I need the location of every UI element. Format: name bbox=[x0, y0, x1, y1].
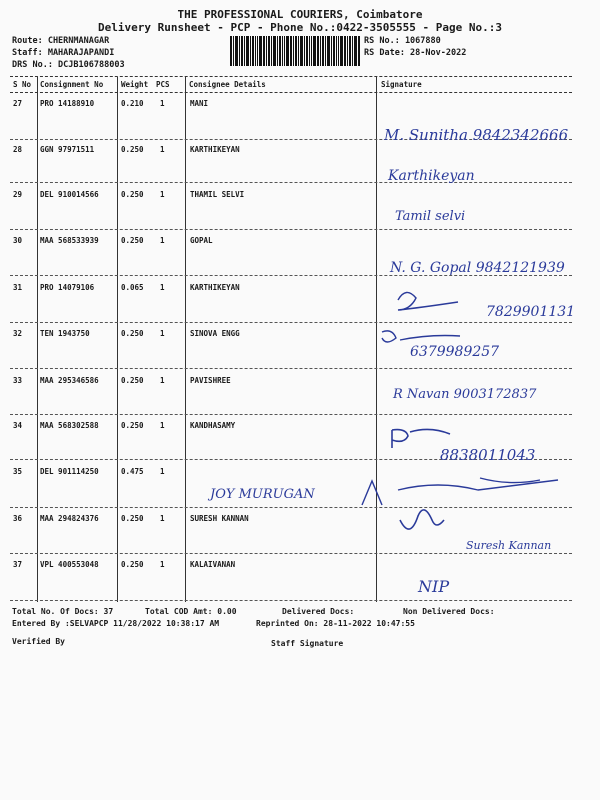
signature-scribble bbox=[362, 478, 558, 505]
signature-30: N. G. Gopal 9842121939 bbox=[390, 260, 565, 276]
row-consignee: GOPAL bbox=[190, 236, 213, 245]
row-weight: 0.250 bbox=[121, 236, 144, 245]
row-consignee: KALAIVANAN bbox=[190, 560, 236, 569]
row-consignment: PRO 14188910 bbox=[40, 99, 95, 108]
column-divider bbox=[185, 77, 186, 602]
footer-non-delivered: Non Delivered Docs: bbox=[403, 607, 495, 616]
company-title: THE PROFESSIONAL COURIERS, Coimbatore bbox=[177, 8, 423, 21]
signature-33: R Navan 9003172837 bbox=[393, 387, 537, 402]
row-weight: 0.250 bbox=[121, 145, 144, 154]
signature-28: Karthikeyan bbox=[388, 168, 475, 184]
row-pcs: 1 bbox=[160, 236, 165, 245]
row-sno: 34 bbox=[13, 421, 23, 430]
header-bottom-rule bbox=[10, 92, 572, 93]
header-top-rule bbox=[10, 76, 572, 77]
row-consignment: DEL 910014566 bbox=[40, 190, 99, 199]
row-weight: 0.250 bbox=[121, 329, 144, 338]
row-pcs: 1 bbox=[160, 421, 165, 430]
col-head-signature: Signature bbox=[381, 80, 422, 89]
row-sno: 28 bbox=[13, 145, 23, 154]
row-pcs: 1 bbox=[160, 145, 165, 154]
row-pcs: 1 bbox=[160, 190, 165, 199]
row-consignee: KANDHASAMY bbox=[190, 421, 236, 430]
signature-37: NIP bbox=[418, 577, 450, 596]
row-sno: 35 bbox=[13, 467, 23, 476]
row-pcs: 1 bbox=[160, 560, 165, 569]
signature-36: Suresh Kannan bbox=[466, 539, 552, 552]
row-pcs: 1 bbox=[160, 376, 165, 385]
signature-27: M. Sunitha 9842342666 bbox=[384, 126, 569, 144]
row-separator bbox=[10, 414, 572, 415]
row-consignment: PRO 14079106 bbox=[40, 283, 95, 292]
signature-29: Tamil selvi bbox=[395, 209, 466, 224]
row-pcs: 1 bbox=[160, 99, 165, 108]
footer-reprinted: Reprinted On: 28-11-2022 10:47:55 bbox=[256, 619, 415, 628]
drs-label: DRS No.: DCJB106788003 bbox=[12, 60, 125, 70]
footer-total-docs: Total No. Of Docs: 37 bbox=[12, 607, 114, 616]
row-consignment: TEN 1943750 bbox=[40, 329, 90, 338]
row-separator bbox=[10, 368, 572, 369]
row-separator bbox=[10, 553, 572, 554]
row-sno: 29 bbox=[13, 190, 23, 199]
footer-entered-by: Entered By :SELVAPCP 11/28/2022 10:38:17 AM bbox=[12, 619, 220, 628]
column-divider bbox=[376, 77, 377, 602]
signature-32: 6379989257 bbox=[410, 344, 500, 360]
signature-scribble bbox=[382, 331, 460, 342]
signature-scribble bbox=[400, 510, 444, 529]
row-pcs: 1 bbox=[160, 283, 165, 292]
row-consignment: MAA 295346586 bbox=[40, 376, 99, 385]
footer-delivered: Delivered Docs: bbox=[282, 607, 355, 616]
footer-verified-by: Verified By bbox=[12, 637, 65, 646]
barcode bbox=[230, 36, 360, 66]
signature-31: 7829901131 bbox=[486, 304, 576, 320]
row-consignee: SURESH KANNAN bbox=[190, 514, 249, 523]
row-consignment: DEL 901114250 bbox=[40, 467, 99, 476]
row-sno: 37 bbox=[13, 560, 23, 569]
column-divider bbox=[117, 77, 118, 602]
col-head-pcs: PCS bbox=[156, 80, 170, 89]
signature-34: 8838011043 bbox=[440, 446, 536, 464]
row-weight: 0.250 bbox=[121, 376, 144, 385]
row-pcs: 1 bbox=[160, 514, 165, 523]
row-consignment: MAA 294824376 bbox=[40, 514, 99, 523]
row-consignment: GGN 97971511 bbox=[40, 145, 95, 154]
col-head-sno: S No bbox=[13, 80, 32, 89]
row-separator bbox=[10, 139, 572, 140]
rs-date-label: RS Date: 28-Nov-2022 bbox=[364, 48, 467, 58]
row-pcs: 1 bbox=[160, 467, 165, 476]
row-weight: 0.065 bbox=[121, 283, 144, 292]
row-sno: 33 bbox=[13, 376, 23, 385]
row-consignee: THAMIL SELVI bbox=[190, 190, 245, 199]
signature-35: JOY MURUGAN bbox=[210, 487, 315, 502]
row-consignment: VPL 400553048 bbox=[40, 560, 99, 569]
row-consignment: MAA 568302588 bbox=[40, 421, 99, 430]
row-pcs: 1 bbox=[160, 329, 165, 338]
col-head-weight: Weight bbox=[121, 80, 149, 89]
signature-scribble bbox=[392, 429, 450, 448]
row-consignment: MAA 568533939 bbox=[40, 236, 99, 245]
signature-scribble bbox=[398, 292, 458, 310]
row-separator bbox=[10, 275, 572, 276]
row-consignee: MANI bbox=[190, 99, 209, 108]
row-sno: 32 bbox=[13, 329, 23, 338]
row-sno: 36 bbox=[13, 514, 23, 523]
row-weight: 0.250 bbox=[121, 190, 144, 199]
row-weight: 0.250 bbox=[121, 560, 144, 569]
column-divider bbox=[37, 77, 38, 602]
row-separator bbox=[10, 600, 572, 601]
row-separator bbox=[10, 322, 572, 323]
row-separator bbox=[10, 182, 572, 183]
row-weight: 0.250 bbox=[121, 514, 144, 523]
footer-staff-signature: Staff Signature bbox=[271, 639, 344, 648]
row-consignee: KARTHIKEYAN bbox=[190, 283, 240, 292]
rs-no-label: RS No.: 1067880 bbox=[364, 36, 441, 46]
col-head-consignment: Consignment No bbox=[40, 80, 104, 89]
staff-label: Staff: MAHARAJAPANDI bbox=[12, 48, 115, 58]
row-weight: 0.210 bbox=[121, 99, 144, 108]
row-consignee: KARTHIKEYAN bbox=[190, 145, 240, 154]
row-consignee: SINOVA ENGG bbox=[190, 329, 240, 338]
row-sno: 31 bbox=[13, 283, 23, 292]
row-weight: 0.475 bbox=[121, 467, 144, 476]
row-separator bbox=[10, 229, 572, 230]
row-consignee: PAVISHREE bbox=[190, 376, 231, 385]
route-label: Route: CHERNMANAGAR bbox=[12, 36, 110, 46]
col-head-consignee: Consignee Details bbox=[189, 80, 266, 89]
footer-total-cod: Total COD Amt: 0.00 bbox=[145, 607, 237, 616]
row-sno: 27 bbox=[13, 99, 23, 108]
row-separator bbox=[10, 459, 572, 460]
runsheet-title: Delivery Runsheet - PCP - Phone No.:0422-3505555 - Page No.:3 bbox=[98, 21, 502, 34]
row-sno: 30 bbox=[13, 236, 23, 245]
row-weight: 0.250 bbox=[121, 421, 144, 430]
row-separator bbox=[10, 507, 572, 508]
